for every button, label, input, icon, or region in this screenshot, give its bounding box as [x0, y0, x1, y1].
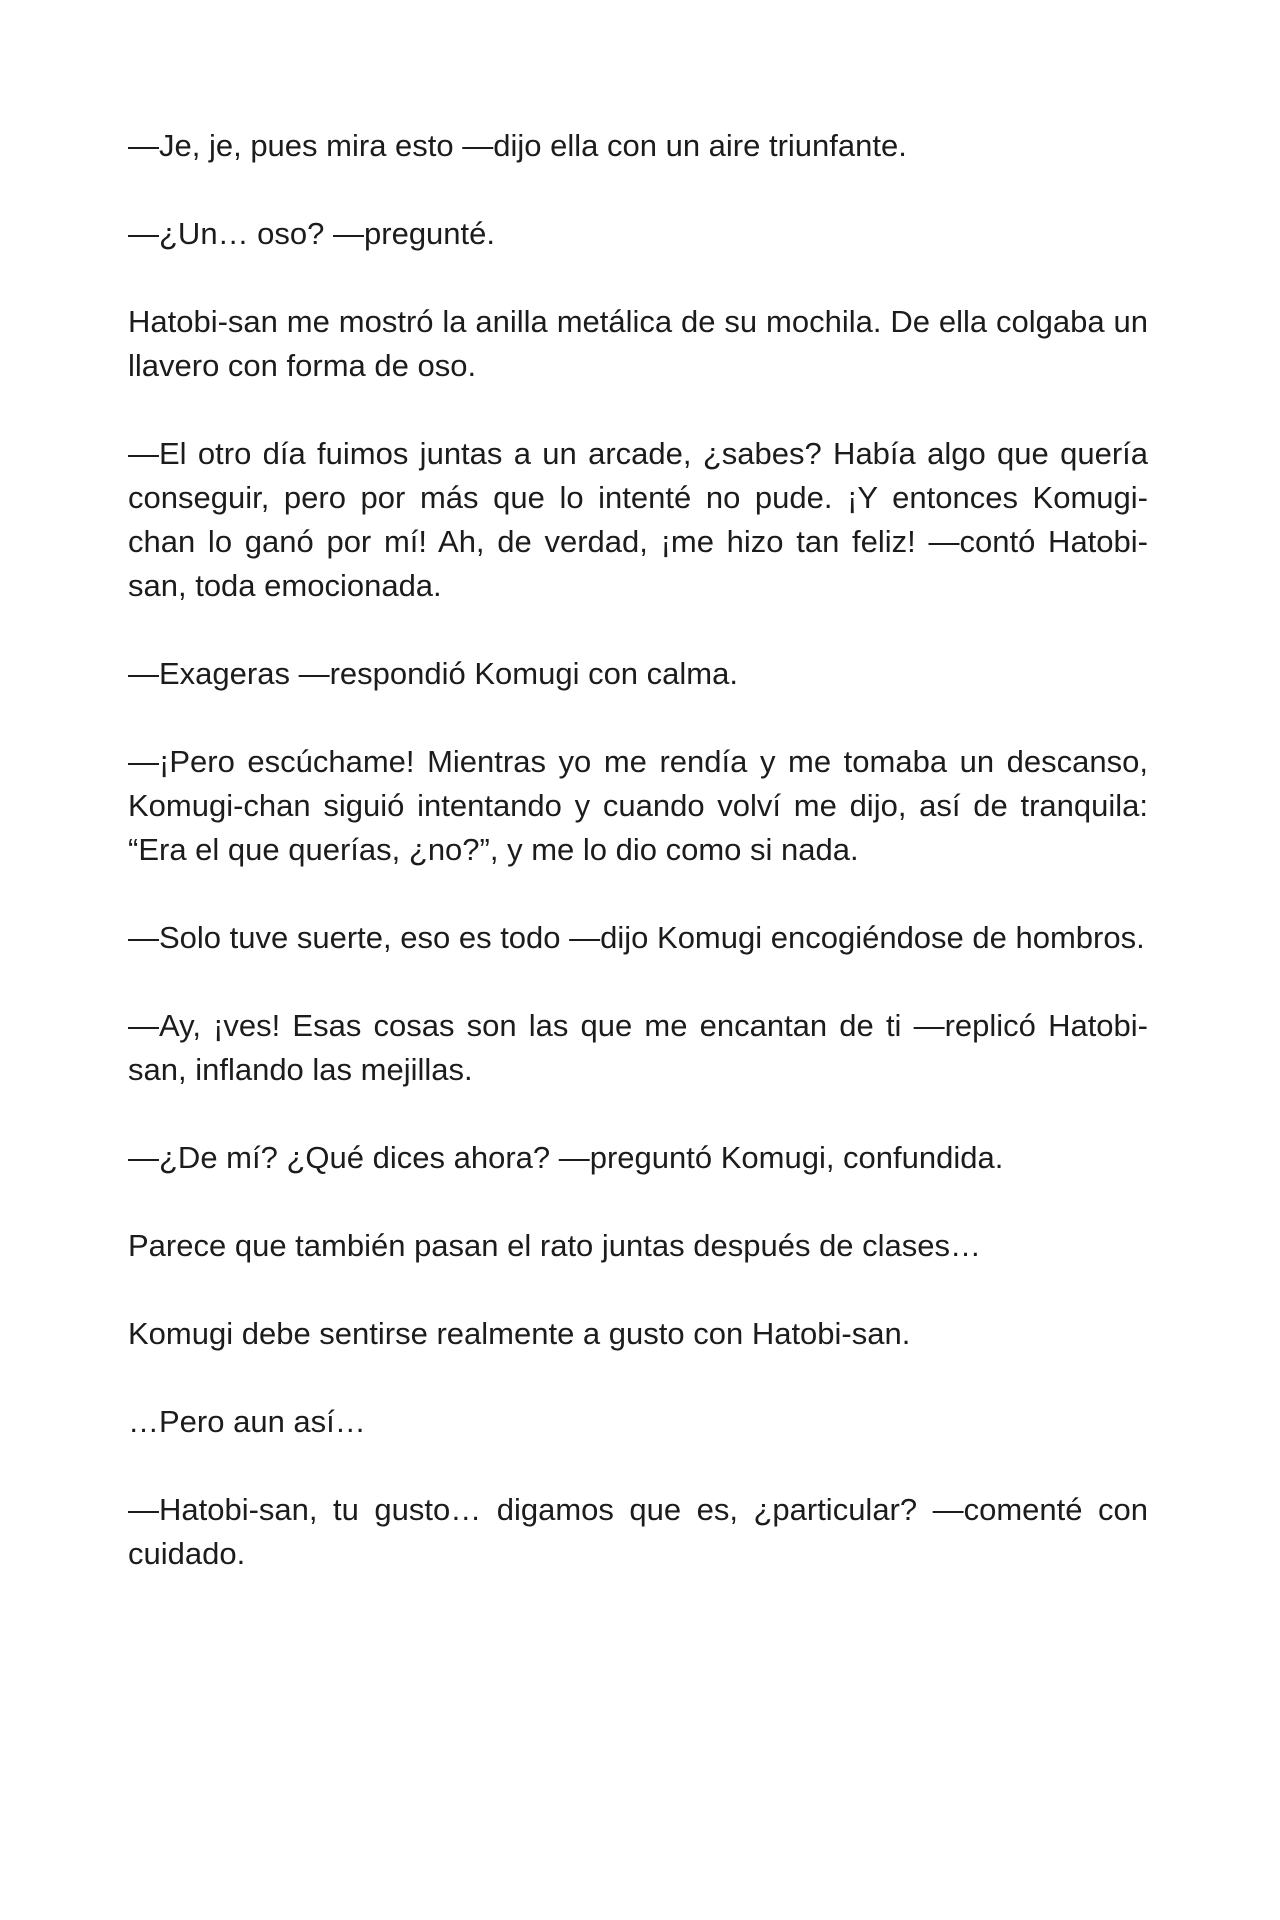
paragraph: —Je, je, pues mira esto —dijo ella con un aire triunfante. — [128, 128, 907, 163]
paragraph: —El otro día fuimos juntas a un arcade, ¿sabes? Había algo que quería conseguir, pero por más que lo intenté no pude. ¡Y entonces Komugi-chan lo ganó por mí! Ah, de verdad, ¡me hizo tan feliz! —contó Hatobi-san, toda emocionada. — [128, 436, 1148, 603]
paragraph: —¿De mí? ¿Qué dices ahora? —preguntó Komugi, confundida. — [128, 1140, 1004, 1175]
document-page — [128, 124, 1148, 1620]
paragraph: —Solo tuve suerte, eso es todo —dijo Komugi encogiéndose de hombros. — [128, 920, 1145, 955]
paragraph: …Pero aun así… — [128, 1404, 366, 1439]
paragraph: —Exageras —respondió Komugi con calma. — [128, 656, 738, 691]
paragraph: Hatobi-san me mostró la anilla metálica de su mochila. De ella colgaba un llavero con forma de oso. — [128, 304, 1148, 383]
paragraph: Komugi debe sentirse realmente a gusto con Hatobi-san. — [128, 1316, 911, 1351]
paragraph: —¡Pero escúchame! Mientras yo me rendía y me tomaba un descanso, Komugi-chan siguió intentando y cuando volví me dijo, así de tranquila: “Era el que querías, ¿no?”, y me lo dio como si nada. — [128, 744, 1148, 867]
paragraph: —¿Un… oso? —pregunté. — [128, 216, 496, 251]
paragraph: Parece que también pasan el rato juntas después de clases… — [128, 1228, 982, 1263]
paragraph: —Ay, ¡ves! Esas cosas son las que me encantan de ti —replicó Hatobi-san, inflando las mejillas. — [128, 1008, 1148, 1087]
paragraph: —Hatobi-san, tu gusto… digamos que es, ¿particular? —comenté con cuidado. — [128, 1492, 1148, 1571]
